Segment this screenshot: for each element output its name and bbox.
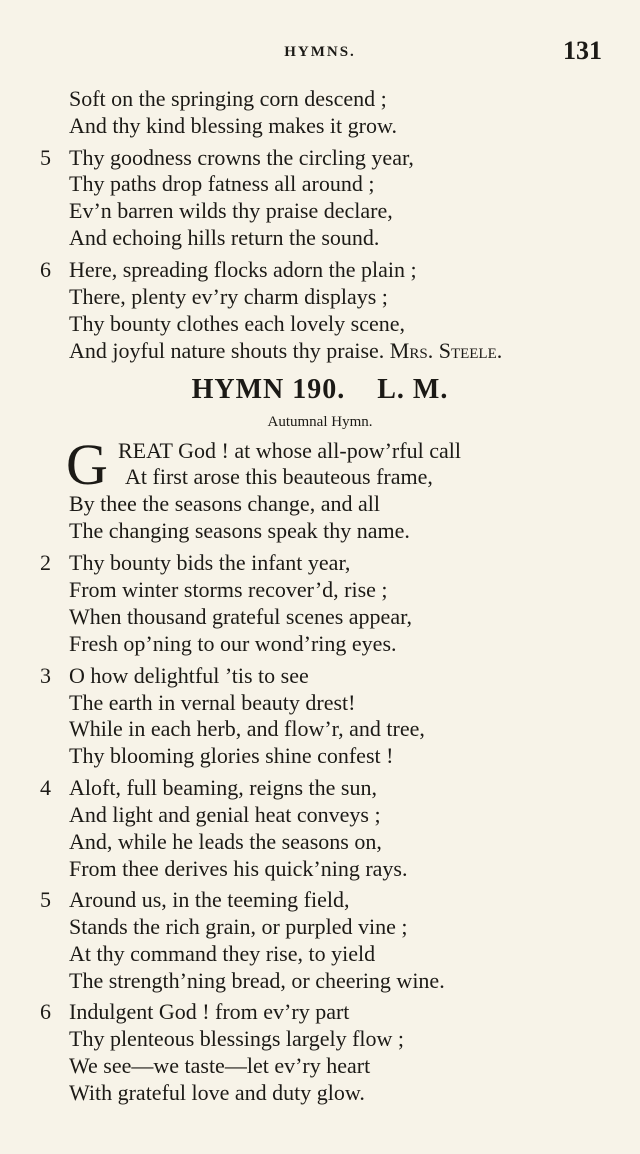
verse-line: Stands the rich grain, or purpled vine ; bbox=[69, 914, 408, 939]
hymn-title: HYMN 190. L. M. bbox=[191, 374, 449, 405]
stanza-number: 5 bbox=[40, 145, 51, 170]
verse-line: REAT God ! at whose all-pow’rful call bbox=[118, 438, 461, 463]
stanza-number: 4 bbox=[40, 775, 51, 800]
verse-line: And, while he leads the seasons on, bbox=[69, 829, 382, 854]
verse-line: And echoing hills return the sound. bbox=[69, 225, 380, 250]
verse-line: The strength’ning bread, or cheering wine. bbox=[69, 968, 445, 993]
stanza-number: 3 bbox=[40, 663, 51, 688]
verse-line: Soft on the springing corn descend ; bbox=[69, 86, 387, 111]
hymn-subtitle: Autumnal Hymn. bbox=[267, 414, 373, 430]
author-attribution: Mrs. Steele. bbox=[389, 338, 503, 363]
verse-line: At first arose this beauteous frame, bbox=[125, 464, 433, 489]
verse-line: Thy blooming glories shine confest ! bbox=[69, 743, 394, 768]
verse-line: Here, spreading flocks adorn the plain ; bbox=[69, 257, 417, 282]
verse-line: Aloft, full beaming, reigns the sun, bbox=[69, 775, 377, 800]
verse-line: O how delightful ’tis to see bbox=[69, 663, 309, 688]
verse-line: With grateful love and duty glow. bbox=[69, 1080, 365, 1105]
verse-line: While in each herb, and flow’r, and tree, bbox=[69, 716, 425, 741]
stanza-number: 5 bbox=[40, 887, 51, 912]
verse-line: At thy command they rise, to yield bbox=[69, 941, 376, 966]
verse-line: The changing seasons speak thy name. bbox=[69, 518, 410, 543]
verse-line: By thee the seasons change, and all bbox=[69, 491, 380, 516]
running-title: HYMNS. bbox=[284, 44, 356, 60]
verse-line: From winter storms recover’d, rise ; bbox=[69, 577, 388, 602]
verse-line: The earth in vernal beauty drest! bbox=[69, 690, 356, 715]
verse-line: Ev’n barren wilds thy praise declare, bbox=[69, 198, 393, 223]
verse-text: And joyful nature shouts thy praise. bbox=[69, 338, 385, 363]
stanza-number: 6 bbox=[40, 257, 51, 282]
verse-line: Thy bounty bids the infant year, bbox=[69, 550, 351, 575]
stanza-number: 2 bbox=[40, 550, 51, 575]
verse-line: When thousand grateful scenes appear, bbox=[69, 604, 413, 629]
verse-line: From thee derives his quick’ning rays. bbox=[69, 856, 408, 881]
verse-line: Thy bounty clothes each lovely scene, bbox=[69, 311, 406, 336]
verse-line: Thy paths drop fatness all around ; bbox=[69, 171, 375, 196]
verse-line: Fresh op’ning to our wond’ring eyes. bbox=[69, 631, 397, 656]
verse-line: There, plenty ev’ry charm displays ; bbox=[69, 284, 388, 309]
verse-line: Thy plenteous blessings largely flow ; bbox=[69, 1026, 405, 1051]
drop-cap: G bbox=[66, 432, 108, 497]
verse-line-with-attribution bbox=[69, 338, 502, 364]
verse-line: Indulgent God ! from ev’ry part bbox=[69, 999, 350, 1024]
verse-line: Around us, in the teeming field, bbox=[69, 887, 350, 912]
page-number: 131 bbox=[563, 36, 602, 65]
verse-line: And light and genial heat conveys ; bbox=[69, 802, 381, 827]
stanza-number: 6 bbox=[40, 999, 51, 1024]
verse-line: Thy goodness crowns the circling year, bbox=[69, 145, 414, 170]
verse-line: We see—we taste—let ev’ry heart bbox=[69, 1053, 371, 1078]
verse-line: And thy kind blessing makes it grow. bbox=[69, 113, 397, 138]
